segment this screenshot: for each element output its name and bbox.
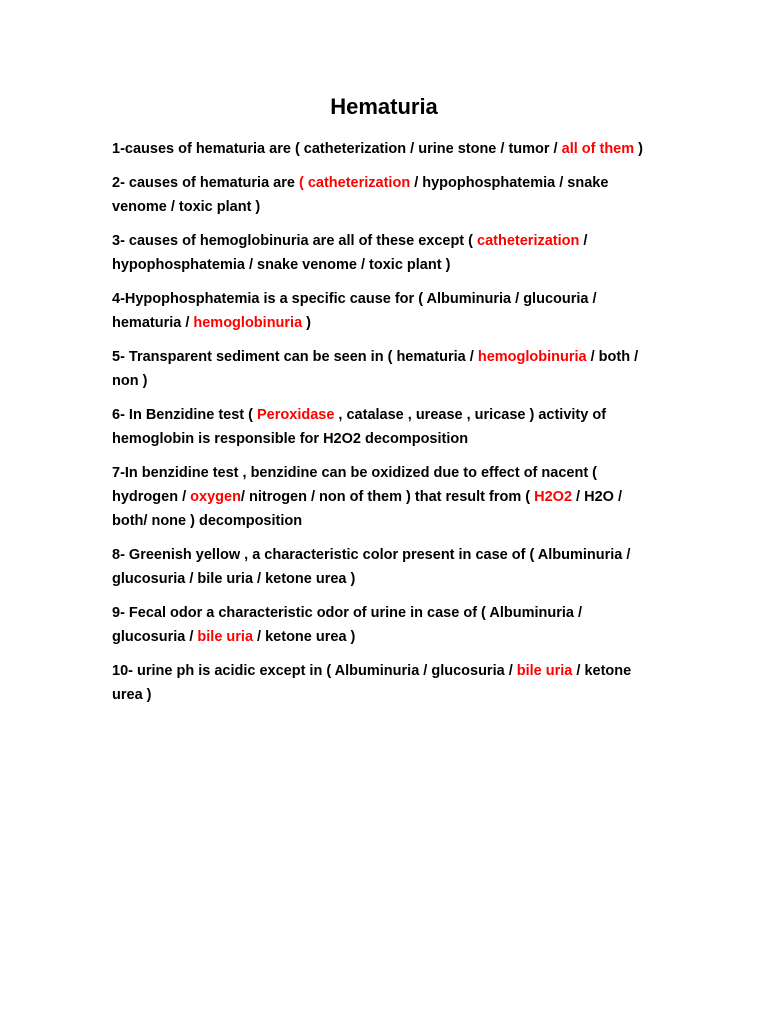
answer-highlight: hemoglobinuria [193,315,303,331]
question-text: 6- In Benzidine test ( [112,407,258,423]
question-10 [112,659,657,707]
question-text: / ketone urea ) [112,663,632,703]
question-text: 3- causes of hemoglobinuria are all of these except ( [112,233,478,249]
question-text: ) [302,315,311,331]
question-text: 4-Hypophosphatemia is a specific cause for ( Albuminuria / glucouria / hematuria / [112,291,597,331]
answer-highlight: all of them [561,141,635,157]
question-text: 10- urine ph is acidic except in ( Albuminuria / glucosuria / [112,663,517,679]
answer-highlight: ( catheterization [298,175,411,191]
question-7 [112,461,657,533]
question-text: 7-In benzidine test , benzidine can be oxidized due to effect of nacent ( hydrogen / [112,465,597,505]
answer-highlight: hemoglobinuria [477,349,587,365]
question-text: / hypophosphatemia / snake venome / toxic plant ) [112,233,588,273]
question-2 [112,171,657,219]
question-text: 2- causes of hematuria are [112,175,299,191]
question-4 [112,287,657,335]
page-title: Hematuria [330,94,438,119]
question-text: ) [634,141,643,157]
question-text: , catalase , urease , uricase ) activity of hemoglobin is responsible for H2O2 decomposition [112,407,607,447]
question-text: 5- Transparent sediment can be seen in ( hematuria / [112,349,478,365]
question-list [112,137,657,717]
question-text: / nitrogen / non of them ) that result from ( [240,489,535,505]
question-9 [112,601,657,649]
question-1 [112,137,657,161]
answer-highlight: catheterization [477,233,580,249]
answer-highlight: Peroxidase [257,407,335,423]
answer-highlight: bile uria [197,629,254,645]
question-text: / both / non ) [112,349,639,389]
question-text: / H2O / both/ none ) decomposition [112,489,622,529]
question-text: 9- Fecal odor a characteristic odor of urine in case of ( Albuminuria / glucosuria / [112,605,583,645]
answer-highlight: bile uria [516,663,573,679]
question-5 [112,345,657,393]
question-6 [112,403,657,451]
answer-highlight: H2O2 [534,489,573,505]
question-text: 1-causes of hematuria are ( catheterization / urine stone / tumor / [112,141,562,157]
question-8 [112,543,657,591]
question-3 [112,229,657,277]
question-text: 8- Greenish yellow , a characteristic color present in case of ( Albuminuria / glucosuria / bile uria / ketone urea ) [112,547,631,587]
question-text: / ketone urea ) [253,629,356,645]
answer-highlight: oxygen [190,489,241,505]
question-text: / hypophosphatemia / snake venome / toxic plant ) [112,175,609,215]
